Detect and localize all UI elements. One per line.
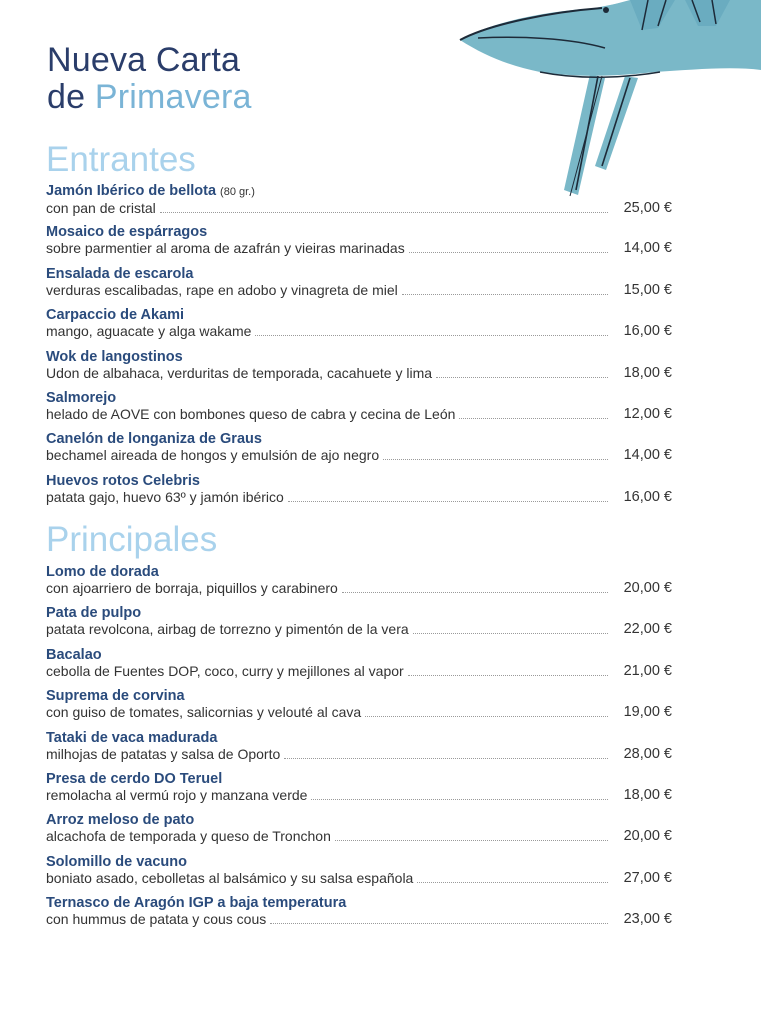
menu-item [46,730,672,771]
item-price: 15,00 € [623,281,672,298]
item-price: 18,00 € [623,364,672,381]
item-desc-row [46,200,672,216]
item-price: 14,00 € [623,447,672,464]
item-price: 20,00 € [623,828,672,845]
dot-leader [311,799,608,800]
item-description: sobre parmentier al aroma de azafrán y vieiras marinadas [46,240,405,257]
dot-leader [383,459,608,460]
item-desc-row [46,870,672,886]
item-description: boniato asado, cebolletas al balsámico y su salsa española [46,869,414,886]
item-name: Solomillo de vacuno [46,853,187,870]
menu-item [46,431,672,472]
menu-item [46,183,672,224]
item-desc-row [46,580,672,596]
item-price: 14,00 € [623,240,672,257]
item-price: 25,00 € [623,200,672,216]
item-name: Ternasco de Aragón IGP a baja temperatura [46,895,347,912]
item-description: con hummus de patata y cous cous [46,911,267,928]
item-name-line [46,349,672,365]
item-name-line [46,390,672,406]
item-desc-row [46,489,672,505]
dot-leader [284,758,608,759]
item-name: Suprema de corvina [46,688,185,705]
item-name-line [46,431,672,447]
item-description: remolacha al vermú rojo y manzana verde [46,786,308,803]
item-name-line [46,647,672,663]
menu-item [46,266,672,307]
item-name-line [46,307,672,323]
item-desc-row [46,663,672,679]
dot-leader [402,294,608,295]
item-name: Canelón de longaniza de Graus [46,431,262,448]
menu-item [46,390,672,431]
item-desc-row [46,787,672,803]
item-desc-row [46,621,672,637]
menu-item [46,688,672,729]
dot-leader [408,675,608,676]
item-name-line [46,224,672,240]
menu-item [46,307,672,348]
item-desc-row [46,323,672,339]
item-name: Wok de langostinos [46,348,183,365]
item-name-line [46,895,672,911]
item-name: Lomo de dorada [46,564,159,580]
menu-item [46,605,672,646]
item-description: con guiso de tomates, salicornias y velouté al cava [46,704,362,721]
item-desc-row [46,746,672,762]
entrantes-list [46,183,672,514]
item-description: cebolla de Fuentes DOP, coco, curry y mejillones al vapor [46,662,404,679]
menu-item [46,647,672,688]
item-name-line [46,564,672,580]
item-name-line [46,812,672,828]
item-price: 18,00 € [623,786,672,803]
item-name: Salmorejo [46,389,117,406]
item-name: Mosaico de espárragos [46,224,208,241]
item-description: con pan de cristal [46,200,156,216]
item-name-line [46,605,672,621]
title-line-2-prefix: de [47,78,86,116]
dot-leader [365,716,608,717]
item-desc-row [46,447,672,463]
menu-item [46,771,672,812]
menu-title [47,42,252,116]
item-name: Tataki de vaca madurada [46,729,218,746]
menu-item [46,854,672,895]
item-note: (80 gr.) [220,186,255,198]
item-description: helado de AOVE con bombones queso de cabra y cecina de León [46,405,456,422]
item-price: 16,00 € [623,488,672,505]
dot-leader [335,840,608,841]
item-name-line [46,730,672,746]
dot-leader [160,212,608,213]
item-name: Presa de cerdo DO Teruel [46,770,223,787]
menu-item [46,895,672,936]
item-price: 20,00 € [623,580,672,596]
item-price: 27,00 € [623,869,672,886]
title-line-2-accent: Primavera [94,78,252,116]
item-name: Ensalada de escarola [46,265,194,282]
item-description: patata gajo, huevo 63º y jamón ibérico [46,488,284,505]
dot-leader [342,592,608,593]
item-name: Huevos rotos Celebris [46,472,200,489]
item-desc-row [46,365,672,381]
item-desc-row [46,828,672,844]
item-price: 23,00 € [623,911,672,928]
item-desc-row [46,704,672,720]
item-price: 16,00 € [623,323,672,340]
item-price: 28,00 € [623,745,672,762]
item-name: Jamón Ibérico de bellota [46,183,217,199]
dot-leader [436,377,608,378]
item-price: 22,00 € [623,621,672,638]
item-desc-row [46,282,672,298]
item-name: Pata de pulpo [46,605,142,622]
item-price: 19,00 € [623,704,672,721]
item-price: 21,00 € [623,662,672,679]
title-line-1: Nueva Carta [47,41,241,79]
menu-item [46,224,672,265]
item-description: alcachofa de temporada y queso de Tronchon [46,828,331,845]
dot-leader [270,923,608,924]
item-name-line [46,771,672,787]
dot-leader [459,418,608,419]
item-description: bechamel aireada de hongos y emulsión de ajo negro [46,447,380,464]
bird-illustration [430,0,761,200]
menu-item [46,564,672,605]
item-description: milhojas de patatas y salsa de Oporto [46,745,281,762]
menu-item [46,812,672,853]
item-desc-row [46,240,672,256]
item-description: mango, aguacate y alga wakame [46,323,252,340]
item-name-line [46,473,672,489]
item-name-line [46,688,672,704]
principales-list [46,564,672,937]
dot-leader [255,335,608,336]
item-desc-row [46,406,672,422]
dot-leader [417,882,608,883]
item-name-line [46,266,672,282]
item-name-line [46,183,672,200]
item-description: verduras escalibadas, rape en adobo y vinagreta de miel [46,281,398,298]
dot-leader [288,501,608,502]
item-name-line [46,854,672,870]
menu-item [46,473,672,514]
menu-item [46,349,672,390]
dot-leader [413,633,608,634]
section-title-principales: Principales [46,520,218,559]
item-desc-row [46,911,672,927]
item-name: Arroz meloso de pato [46,812,195,829]
item-name: Carpaccio de Akami [46,307,185,324]
item-description: con ajoarriero de borraja, piquillos y carabinero [46,580,338,596]
item-price: 12,00 € [623,405,672,422]
item-description: patata revolcona, airbag de torrezno y pimentón de la vera [46,621,409,638]
dot-leader [409,252,608,253]
section-title-entrantes: Entrantes [46,140,196,179]
item-description: Udon de albahaca, verduritas de temporada, cacahuete y lima [46,364,433,381]
item-name: Bacalao [46,646,102,663]
